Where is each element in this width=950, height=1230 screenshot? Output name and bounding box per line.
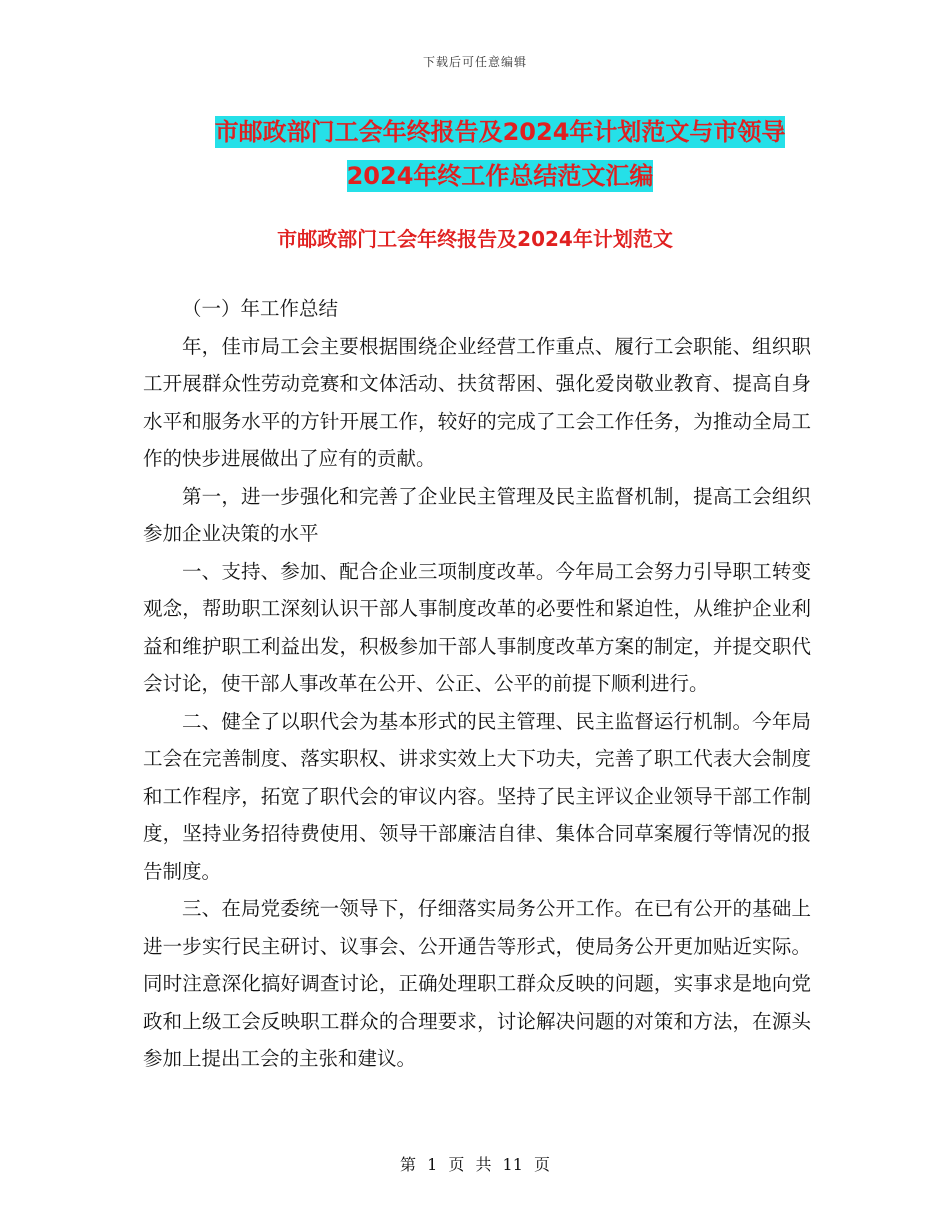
paragraph: 一、支持、参加、配合企业三项制度改革。今年局工会努力引导职工转变观念，帮助职工深刻认识干部人事制度改革的必要性和紧迫性，从维护企业利益和维护职工利益出发，积极参加干部人事制度改革方案的制定，并提交职代会讨论，使干部人事改革在公开、公正、公平的前提下顺利进行。 <box>143 559 811 695</box>
header-note: 下载后可任意编辑 <box>422 55 527 69</box>
paragraph: 第一，进一步强化和完善了企业民主管理及民主监督机制，提高工会组织参加企业决策的水平 <box>143 484 811 545</box>
paragraph: 年，佳市局工会主要根据围绕企业经营工作重点、履行工会职能、组织职工开展群众性劳动竞赛和文体活动、扶贫帮困、强化爱岗敬业教育、提高自身水平和服务水平的方针开展工作，较好的完成了工会工作任务，为推动全局工作的快步进展做出了应有的贡献。 <box>143 334 811 470</box>
title-line-2: 2024年终工作总结范文汇编 <box>346 162 654 190</box>
section-title: 市邮政部门工会年终报告及2024年计划范文 <box>277 227 673 251</box>
title-line-1: 市邮政部门工会年终报告及2024年计划范文与市领导 <box>214 118 786 146</box>
document-title <box>130 110 870 198</box>
paragraph: 三、在局党委统一领导下，仔细落实局务公开工作。在已有公开的基础上进一步实行民主研讨、议事会、公开通告等形式，使局务公开更加贴近实际。同时注意深化搞好调查讨论，正确处理职工群众反映的问题，实事求是地向党政和上级工会反映职工群众的合理要求，讨论解决问题的对策和方法，在源头参加上提出工会的主张和建议。 <box>143 897 811 1070</box>
page-number-footer: 第 1 页 共 11 页 <box>400 1155 550 1174</box>
body-text <box>143 290 811 1078</box>
paragraph: 二、健全了以职代会为基本形式的民主管理、民主监督运行机制。今年局工会在完善制度、落实职权、讲求实效上大下功夫，完善了职工代表大会制度和工作程序，拓宽了职代会的审议内容。坚持了民主评议企业领导干部工作制度，坚持业务招待费使用、领导干部廉洁自律、集体合同草案履行等情况的报告制度。 <box>143 709 811 883</box>
paragraph: （一）年工作总结 <box>182 297 339 320</box>
